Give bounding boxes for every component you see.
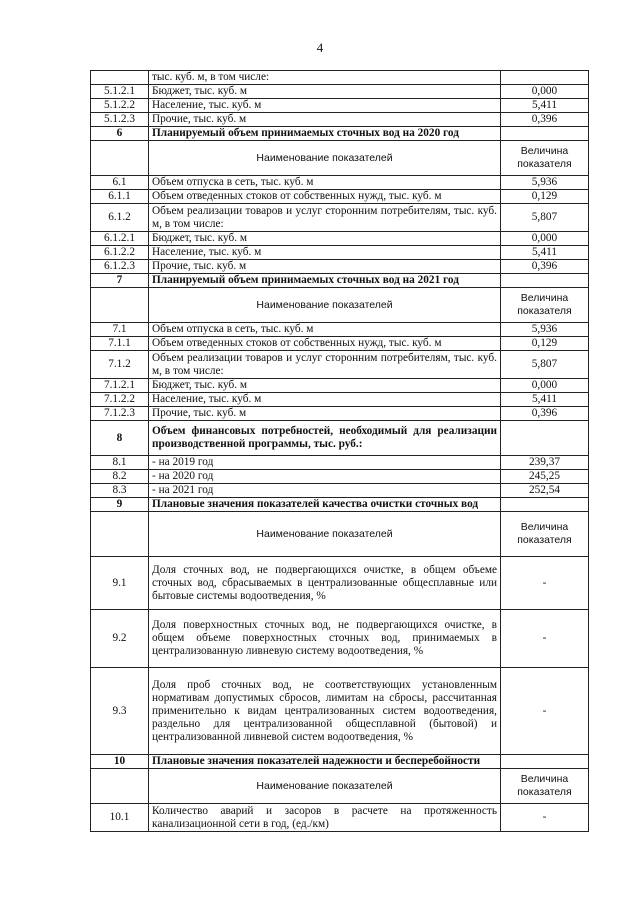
row-number: 6.1.2.3	[91, 260, 149, 274]
table-row	[91, 557, 589, 610]
row-value: 5,411	[501, 99, 589, 113]
section-number: 6	[91, 127, 149, 141]
row-name: Прочие, тыс. куб. м	[149, 407, 501, 421]
row-name: Доля проб сточных вод, не соответствующих установленным нормативам допустимых сбросов, лимитам на сбросы, рассчитанная применительно к видам централизованных систем водоотведения, раздельно для централизованной общесплавной (бытовой) и централизованной ливневой систем водоотведения, %	[149, 668, 501, 755]
row-value: -	[501, 668, 589, 755]
section-row	[91, 421, 589, 456]
table-row	[91, 99, 589, 113]
row-number: 6.1.2	[91, 204, 149, 232]
table-row	[91, 484, 589, 498]
row-value: 245,25	[501, 470, 589, 484]
column-header-row	[91, 769, 589, 804]
row-name: Прочие, тыс. куб. м	[149, 260, 501, 274]
row-name: Объем отведенных стоков от собственных нужд, тыс. куб. м	[149, 337, 501, 351]
table-row	[91, 610, 589, 668]
row-number: 5.1.2.1	[91, 85, 149, 99]
row-name: Объем реализации товаров и услуг сторонним потребителям, тыс. куб. м, в том числе:	[149, 351, 501, 379]
row-value: 0,000	[501, 232, 589, 246]
section-number: 7	[91, 274, 149, 288]
row-number: 8.2	[91, 470, 149, 484]
header-value: Величина показателя	[501, 288, 589, 323]
row-value: 5,807	[501, 204, 589, 232]
header-name: Наименование показателей	[149, 512, 501, 557]
table-row	[91, 176, 589, 190]
row-value	[501, 498, 589, 512]
table-row	[91, 71, 589, 85]
table-row	[91, 407, 589, 421]
row-number: 5.1.2.3	[91, 113, 149, 127]
row-name: Доля поверхностных сточных вод, не подвергающихся очистке, в общем объеме поверхностных сточных вод, принимаемых в централизованную ливневую систему водоотведения, %	[149, 610, 501, 668]
row-number	[91, 288, 149, 323]
row-number	[91, 71, 149, 85]
row-name: Доля сточных вод, не подвергающихся очистке, в общем объеме сточных вод, сбрасываемых в централизованные общесплавные или бытовые системы водоотведения, %	[149, 557, 501, 610]
table-row	[91, 379, 589, 393]
row-name: тыс. куб. м, в том числе:	[149, 71, 501, 85]
row-number: 7.1.1	[91, 337, 149, 351]
row-name: Население, тыс. куб. м	[149, 246, 501, 260]
row-number: 6.1.1	[91, 190, 149, 204]
row-number: 9.3	[91, 668, 149, 755]
row-number	[91, 769, 149, 804]
table-row	[91, 246, 589, 260]
row-value: 0,129	[501, 337, 589, 351]
row-value: 0,129	[501, 190, 589, 204]
row-number: 7.1.2.2	[91, 393, 149, 407]
row-name: Объем отведенных стоков от собственных нужд, тыс. куб. м	[149, 190, 501, 204]
row-name: Объем реализации товаров и услуг сторонним потребителям, тыс. куб. м, в том числе:	[149, 204, 501, 232]
row-name: Количество аварий и засоров в расчете на протяженность канализационной сети в год, (ед./км)	[149, 804, 501, 832]
row-number: 6.1.2.2	[91, 246, 149, 260]
table-row	[91, 323, 589, 337]
section-title: Объем финансовых потребностей, необходимый для реализации производственной программы, тыс. руб.:	[149, 421, 501, 456]
table-row	[91, 113, 589, 127]
row-number: 6.1	[91, 176, 149, 190]
row-value: 5,936	[501, 323, 589, 337]
row-number: 9.2	[91, 610, 149, 668]
table-row	[91, 190, 589, 204]
row-value: 239,37	[501, 456, 589, 470]
row-number: 7.1.2	[91, 351, 149, 379]
row-value: 5,411	[501, 246, 589, 260]
row-value: -	[501, 610, 589, 668]
row-number: 7.1	[91, 323, 149, 337]
row-number: 7.1.2.3	[91, 407, 149, 421]
row-number: 8.1	[91, 456, 149, 470]
column-header-row	[91, 288, 589, 323]
row-value: 0,396	[501, 113, 589, 127]
section-number: 10	[91, 755, 149, 769]
row-name: Бюджет, тыс. куб. м	[149, 85, 501, 99]
row-name: - на 2020 год	[149, 470, 501, 484]
row-value: 0,396	[501, 260, 589, 274]
row-value: 252,54	[501, 484, 589, 498]
table-row	[91, 232, 589, 246]
row-value: 0,000	[501, 85, 589, 99]
section-row	[91, 498, 589, 512]
row-number: 7.1.2.1	[91, 379, 149, 393]
row-name: Бюджет, тыс. куб. м	[149, 232, 501, 246]
table-row	[91, 351, 589, 379]
row-name: Население, тыс. куб. м	[149, 393, 501, 407]
row-value: -	[501, 804, 589, 832]
section-row	[91, 274, 589, 288]
row-value: 5,936	[501, 176, 589, 190]
table-row	[91, 204, 589, 232]
column-header-row	[91, 141, 589, 176]
row-value: 5,807	[501, 351, 589, 379]
table-row	[91, 470, 589, 484]
header-name: Наименование показателей	[149, 141, 501, 176]
section-title: Плановые значения показателей надежности и бесперебойности	[149, 755, 501, 769]
row-number: 8.3	[91, 484, 149, 498]
row-value: 0,000	[501, 379, 589, 393]
section-title: Плановые значения показателей качества очистки сточных вод	[149, 498, 501, 512]
row-value: -	[501, 557, 589, 610]
section-row	[91, 755, 589, 769]
header-value: Величина показателя	[501, 141, 589, 176]
header-value: Величина показателя	[501, 512, 589, 557]
row-name: - на 2021 год	[149, 484, 501, 498]
row-number	[91, 141, 149, 176]
row-name: - на 2019 год	[149, 456, 501, 470]
header-name: Наименование показателей	[149, 769, 501, 804]
page-number: 4	[316, 40, 324, 55]
row-value	[501, 127, 589, 141]
row-value: 5,411	[501, 393, 589, 407]
column-header-row	[91, 512, 589, 557]
table-row	[91, 393, 589, 407]
indicators-table	[90, 70, 589, 832]
table-row	[91, 260, 589, 274]
row-number	[91, 512, 149, 557]
table-row	[91, 668, 589, 755]
row-name: Бюджет, тыс. куб. м	[149, 379, 501, 393]
row-number: 6.1.2.1	[91, 232, 149, 246]
row-number: 10.1	[91, 804, 149, 832]
section-title: Планируемый объем принимаемых сточных вод на 2020 год	[149, 127, 501, 141]
row-value	[501, 71, 589, 85]
row-value	[501, 421, 589, 456]
table-row	[91, 456, 589, 470]
header-value: Величина показателя	[501, 769, 589, 804]
row-number: 9.1	[91, 557, 149, 610]
header-name: Наименование показателей	[149, 288, 501, 323]
row-number: 5.1.2.2	[91, 99, 149, 113]
row-name: Объем отпуска в сеть, тыс. куб. м	[149, 176, 501, 190]
section-number: 9	[91, 498, 149, 512]
row-name: Объем отпуска в сеть, тыс. куб. м	[149, 323, 501, 337]
row-name: Прочие, тыс. куб. м	[149, 113, 501, 127]
table-row	[91, 85, 589, 99]
section-row	[91, 127, 589, 141]
row-value	[501, 755, 589, 769]
table-row	[91, 804, 589, 832]
section-title: Планируемый объем принимаемых сточных вод на 2021 год	[149, 274, 501, 288]
row-name: Население, тыс. куб. м	[149, 99, 501, 113]
table-row	[91, 337, 589, 351]
row-value: 0,396	[501, 407, 589, 421]
section-number: 8	[91, 421, 149, 456]
row-value	[501, 274, 589, 288]
